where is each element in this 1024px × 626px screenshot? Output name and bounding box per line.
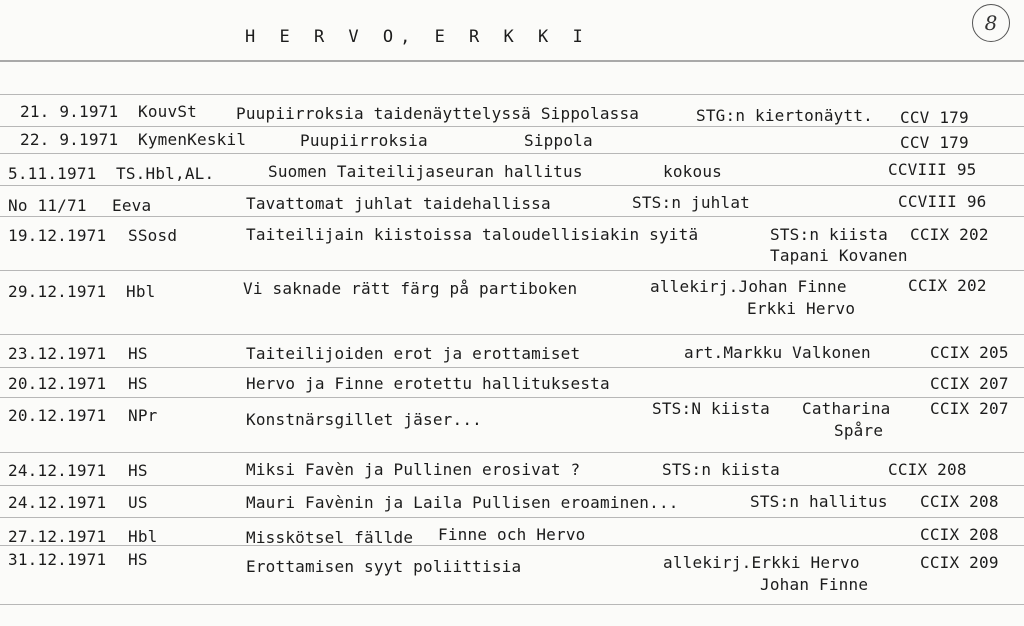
- entry-ref: CCV 179: [900, 108, 969, 127]
- card-rule: [0, 216, 1024, 217]
- entry-date: 23.12.1971: [8, 344, 107, 363]
- entry-title: Erottamisen syyt poliittisia: [246, 557, 522, 576]
- entry-date: 24.12.1971: [8, 493, 107, 512]
- entry-source: NPr: [128, 406, 158, 425]
- entry-note: allekirj.Erkki Hervo: [663, 553, 860, 572]
- entry-ref: CCIX 208: [920, 492, 999, 511]
- entry-title: Miksi Favèn ja Pullinen erosivat ?: [246, 460, 581, 479]
- entry-source: HS: [128, 461, 148, 480]
- entry-ref: CCIX 207: [930, 399, 1009, 418]
- entry-place: Sippola: [524, 131, 593, 150]
- card-rule: [0, 153, 1024, 154]
- entry-date: 20.12.1971: [8, 374, 107, 393]
- card-rule: [0, 367, 1024, 368]
- entry-author-cont: Spåre: [834, 421, 884, 440]
- entry-source: KouvSt: [138, 102, 197, 121]
- card-rule: [0, 517, 1024, 518]
- entry-title: Tavattomat juhlat taidehallissa: [246, 194, 551, 213]
- entry-note: kokous: [663, 162, 722, 181]
- entry-source: SSosd: [128, 226, 178, 245]
- entry-date: 20.12.1971: [8, 406, 107, 425]
- page-number-badge: 8: [972, 4, 1010, 42]
- card-rule: [0, 185, 1024, 186]
- card-rule: [0, 604, 1024, 605]
- entry-date: 21. 9.1971: [20, 102, 119, 121]
- entry-author: Catharina: [802, 399, 891, 418]
- entry-date: 22. 9.1971: [20, 130, 119, 149]
- card-rule: [0, 126, 1024, 127]
- entry-source: Hbl: [126, 282, 156, 301]
- entry-source: TS.Hbl,AL.: [116, 164, 215, 183]
- entry-date: 5.11.1971: [8, 164, 97, 183]
- card-rule: [0, 94, 1024, 95]
- entry-title: Misskötsel fällde: [246, 528, 414, 547]
- entry-title: Konstnärsgillet jäser...: [246, 410, 482, 429]
- card-top-rule: [0, 60, 1024, 62]
- entry-note: STS:n juhlat: [632, 193, 750, 212]
- entry-note: STS:N kiista: [652, 399, 770, 418]
- entry-source: US: [128, 493, 148, 512]
- entry-ref: CCIX 207: [930, 374, 1009, 393]
- entry-title: Taiteilijoiden erot ja erottamiset: [246, 344, 581, 363]
- entry-author: Erkki Hervo: [747, 299, 856, 318]
- entry-title: Puupiirroksia: [300, 131, 428, 150]
- entry-author: Johan Finne: [760, 575, 869, 594]
- entry-note: allekirj.Johan Finne: [650, 277, 847, 296]
- entry-title: Vi saknade rätt färg på partiboken: [243, 279, 578, 298]
- entry-source: Eeva: [112, 196, 152, 215]
- entry-date: 29.12.1971: [8, 282, 107, 301]
- entry-date: 19.12.1971: [8, 226, 107, 245]
- entry-note: STS:n hallitus: [750, 492, 888, 511]
- entry-date: No 11/71: [8, 196, 87, 215]
- entry-ref: CCIX 208: [920, 525, 999, 544]
- entry-note: art.Markku Valkonen: [684, 343, 871, 362]
- entry-date: 27.12.1971: [8, 527, 107, 546]
- card-rule: [0, 485, 1024, 486]
- entry-ref: CCIX 208: [888, 460, 967, 479]
- entry-note: STS:n kiista: [662, 460, 780, 479]
- entry-note: STG:n kiertonäytt.: [696, 106, 873, 125]
- entry-title-cont: Finne och Hervo: [438, 525, 586, 544]
- entry-title: Hervo ja Finne erotettu hallituksesta: [246, 374, 610, 393]
- card-rule: [0, 270, 1024, 271]
- entry-source: HS: [128, 550, 148, 569]
- card-rule: [0, 452, 1024, 453]
- entry-title: Mauri Favènin ja Laila Pullisen eroaminen...: [246, 493, 679, 512]
- entry-source: KymenKeskil: [138, 130, 247, 149]
- entry-title: Taiteilijain kiistoissa taloudellisiakin syitä: [246, 225, 699, 244]
- entry-date: 31.12.1971: [8, 550, 107, 569]
- entry-title: Puupiirroksia taidenäyttelyssä Sippolassa: [236, 104, 640, 123]
- card-title: H E R V O, E R K K I: [245, 27, 590, 47]
- entry-ref: CCIX 202: [910, 225, 989, 244]
- entry-date: 24.12.1971: [8, 461, 107, 480]
- entry-ref: CCVIII 95: [888, 160, 977, 179]
- entry-title: Suomen Taiteilijaseuran hallitus: [268, 162, 583, 181]
- entry-source: HS: [128, 374, 148, 393]
- entry-ref: CCIX 202: [908, 276, 987, 295]
- card-rule: [0, 397, 1024, 398]
- entry-ref: CCV 179: [900, 133, 969, 152]
- card-rule: [0, 334, 1024, 335]
- entry-ref: CCVIII 96: [898, 192, 987, 211]
- entry-author: Tapani Kovanen: [770, 246, 908, 265]
- entry-ref: CCIX 209: [920, 553, 999, 572]
- entry-note: STS:n kiista: [770, 225, 888, 244]
- entry-source: Hbl: [128, 527, 158, 546]
- entry-ref: CCIX 205: [930, 343, 1009, 362]
- entry-source: HS: [128, 344, 148, 363]
